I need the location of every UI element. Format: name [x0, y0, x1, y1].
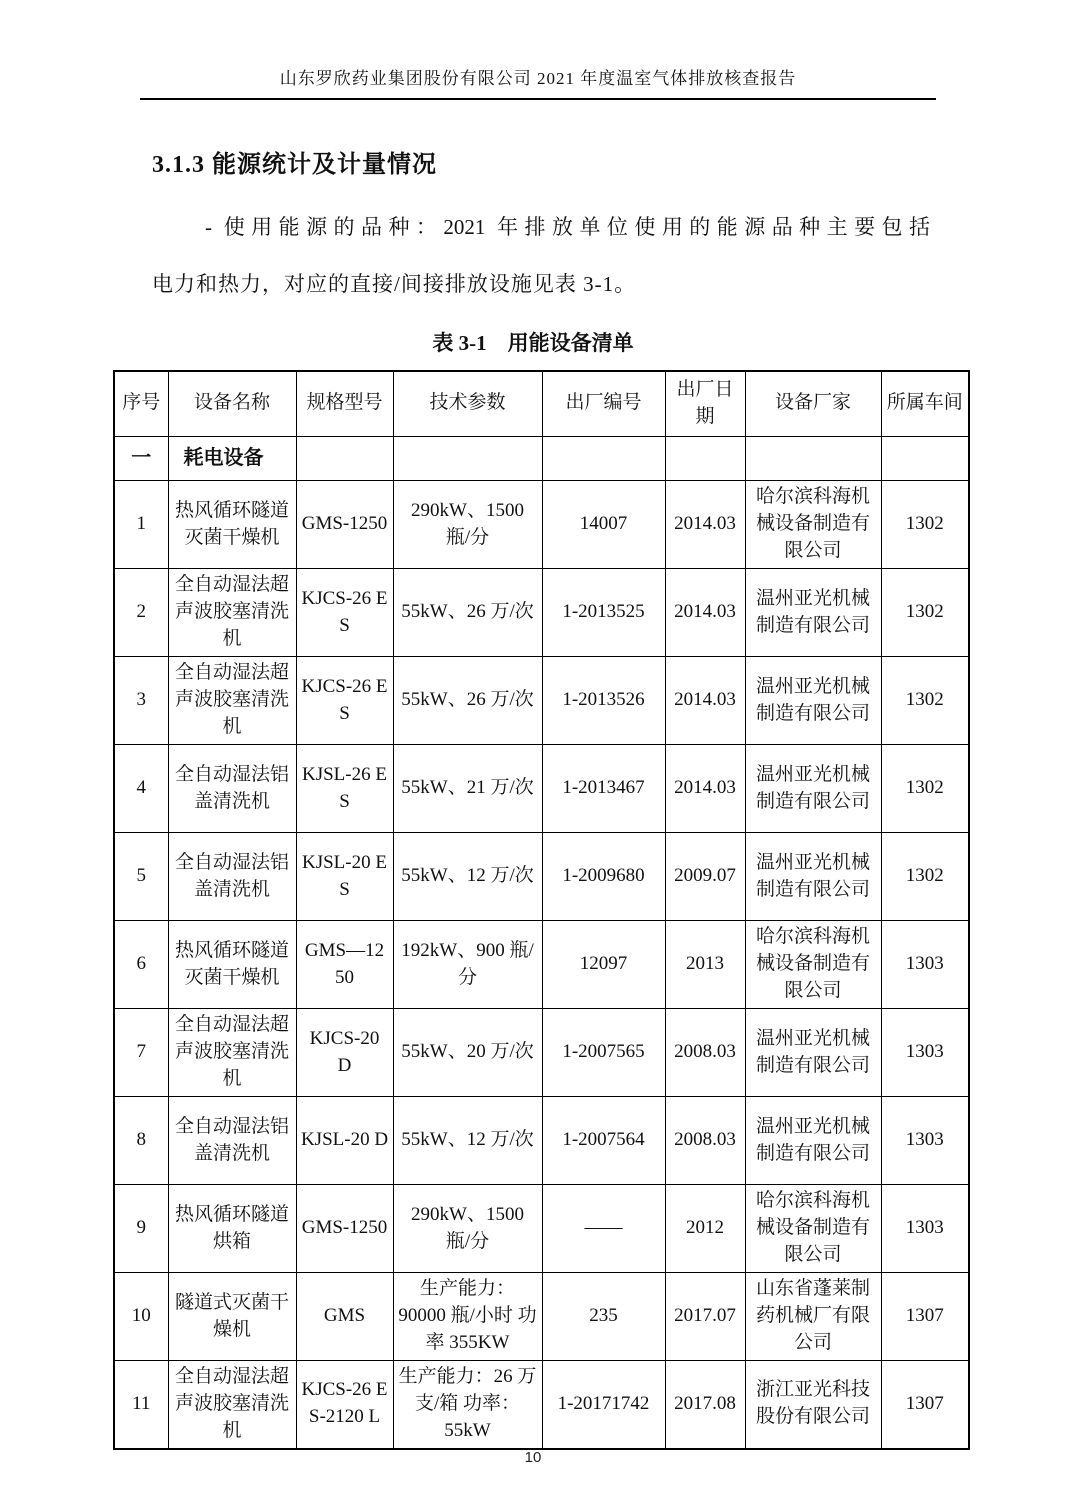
cell-serial: 14007: [542, 481, 665, 569]
running-header: [140, 64, 936, 100]
cell-workshop: 1307: [881, 1273, 969, 1361]
empty-cell: [881, 437, 969, 481]
cell-serial: 1-2009680: [542, 833, 665, 921]
table-row: [114, 481, 969, 569]
cell-date: 2012: [665, 1185, 745, 1273]
cell-workshop: 1303: [881, 1009, 969, 1097]
cell-index: 7: [114, 1009, 168, 1097]
table-row: [114, 833, 969, 921]
cell-tech-params: 55kW、26 万/次: [393, 569, 542, 657]
cell-manufacturer: 哈尔滨科海机械设备制造有限公司: [745, 481, 881, 569]
cell-workshop: 1303: [881, 1097, 969, 1185]
cell-tech-params: 290kW、1500 瓶/分: [393, 481, 542, 569]
cell-manufacturer: 哈尔滨科海机械设备制造有限公司: [745, 921, 881, 1009]
cell-device-name: 全自动湿法铝盖清洗机: [168, 745, 296, 833]
cell-date: 2013: [665, 921, 745, 1009]
cell-tech-params: 55kW、12 万/次: [393, 833, 542, 921]
header-cell-workshop: 所属车间: [881, 371, 969, 437]
cell-date: 2014.03: [665, 481, 745, 569]
cell-device-name: 热风循环隧道烘箱: [168, 1185, 296, 1273]
cell-manufacturer: 温州亚光机械制造有限公司: [745, 745, 881, 833]
table-row: [114, 921, 969, 1009]
cell-model: KJCS-26 ES-2120 L: [296, 1361, 393, 1449]
table-row: [114, 745, 969, 833]
header-cell-date: 出厂日期: [665, 371, 745, 437]
cell-serial: ——: [542, 1185, 665, 1273]
cell-tech-params: 55kW、26 万/次: [393, 657, 542, 745]
cell-workshop: 1303: [881, 921, 969, 1009]
cell-serial: 1-2013526: [542, 657, 665, 745]
empty-cell: [745, 437, 881, 481]
cell-date: 2008.03: [665, 1009, 745, 1097]
cell-manufacturer: 温州亚光机械制造有限公司: [745, 1009, 881, 1097]
header-cell-index: 序号: [114, 371, 168, 437]
table-row: [114, 1273, 969, 1361]
equipment-table: [113, 370, 970, 1450]
cell-device-name: 全自动湿法铝盖清洗机: [168, 833, 296, 921]
cell-date: 2017.07: [665, 1273, 745, 1361]
cell-index: 1: [114, 481, 168, 569]
cell-workshop: 1302: [881, 481, 969, 569]
empty-cell: [665, 437, 745, 481]
cell-device-name: 热风循环隧道灭菌干燥机: [168, 921, 296, 1009]
table-header-row: [114, 371, 969, 437]
cell-index: 5: [114, 833, 168, 921]
cell-workshop: 1302: [881, 657, 969, 745]
cell-manufacturer: 山东省蓬莱制药机械厂有限公司: [745, 1273, 881, 1361]
paragraph-line-1: - 使用能源的品种：2021 年排放单位使用的能源品种主要包括: [205, 215, 930, 239]
section-row-number: 一: [114, 437, 168, 481]
cell-index: 10: [114, 1273, 168, 1361]
cell-model: GMS-1250: [296, 481, 393, 569]
cell-date: 2009.07: [665, 833, 745, 921]
page-number: 10: [524, 1449, 542, 1466]
cell-device-name: 全自动湿法超声波胶塞清洗机: [168, 1361, 296, 1449]
cell-device-name: 全自动湿法超声波胶塞清洗机: [168, 657, 296, 745]
cell-model: KJSL-20 ES: [296, 833, 393, 921]
cell-model: GMS—1250: [296, 921, 393, 1009]
cell-tech-params: 55kW、12 万/次: [393, 1097, 542, 1185]
cell-device-name: 热风循环隧道灭菌干燥机: [168, 481, 296, 569]
cell-index: 3: [114, 657, 168, 745]
cell-tech-params: 生产能力：26 万支/箱 功率：55kW: [393, 1361, 542, 1449]
cell-device-name: 全自动湿法铝盖清洗机: [168, 1097, 296, 1185]
cell-workshop: 1302: [881, 833, 969, 921]
section-row-electric-equipment: [114, 437, 969, 481]
cell-index: 2: [114, 569, 168, 657]
body-paragraph: [152, 213, 930, 299]
cell-tech-params: 290kW、1500 瓶/分: [393, 1185, 542, 1273]
empty-cell: [393, 437, 542, 481]
cell-date: 2008.03: [665, 1097, 745, 1185]
cell-index: 11: [114, 1361, 168, 1449]
cell-date: 2017.08: [665, 1361, 745, 1449]
cell-serial: 1-2013525: [542, 569, 665, 657]
cell-model: KJCS-20 D: [296, 1009, 393, 1097]
cell-tech-params: 生产能力：90000 瓶/小时 功率 355KW: [393, 1273, 542, 1361]
cell-model: KJSL-26 ES: [296, 745, 393, 833]
cell-tech-params: 192kW、900 瓶/分: [393, 921, 542, 1009]
cell-serial: 12097: [542, 921, 665, 1009]
cell-workshop: 1303: [881, 1185, 969, 1273]
section-row-label: 耗电设备: [168, 437, 296, 481]
table-row: [114, 1185, 969, 1273]
cell-index: 8: [114, 1097, 168, 1185]
header-cell-serial: 出厂编号: [542, 371, 665, 437]
cell-tech-params: 55kW、21 万/次: [393, 745, 542, 833]
cell-model: KJCS-26 ES: [296, 569, 393, 657]
cell-tech-params: 55kW、20 万/次: [393, 1009, 542, 1097]
cell-index: 4: [114, 745, 168, 833]
section-heading: 3.1.3 能源统计及计量情况: [152, 152, 437, 178]
table-body: [114, 437, 969, 1449]
table-title: 表 3-1 用能设备清单: [432, 330, 634, 355]
cell-model: KJCS-26 ES: [296, 657, 393, 745]
empty-cell: [542, 437, 665, 481]
cell-workshop: 1302: [881, 745, 969, 833]
cell-manufacturer: 温州亚光机械制造有限公司: [745, 569, 881, 657]
cell-workshop: 1307: [881, 1361, 969, 1449]
cell-serial: 1-2013467: [542, 745, 665, 833]
cell-model: KJSL-20 D: [296, 1097, 393, 1185]
cell-manufacturer: 温州亚光机械制造有限公司: [745, 833, 881, 921]
empty-cell: [296, 437, 393, 481]
header-cell-tech-params: 技术参数: [393, 371, 542, 437]
cell-manufacturer: 浙江亚光科技股份有限公司: [745, 1361, 881, 1449]
table-row: [114, 1361, 969, 1449]
cell-manufacturer: 哈尔滨科海机械设备制造有限公司: [745, 1185, 881, 1273]
cell-device-name: 全自动湿法超声波胶塞清洗机: [168, 1009, 296, 1097]
cell-model: GMS: [296, 1273, 393, 1361]
cell-manufacturer: 温州亚光机械制造有限公司: [745, 1097, 881, 1185]
running-header-text: 山东罗欣药业集团股份有限公司 2021 年度温室气体排放核查报告: [279, 69, 797, 88]
header-cell-device-name: 设备名称: [168, 371, 296, 437]
cell-serial: 235: [542, 1273, 665, 1361]
header-cell-manufacturer: 设备厂家: [745, 371, 881, 437]
header-cell-model: 规格型号: [296, 371, 393, 437]
cell-serial: 1-2007565: [542, 1009, 665, 1097]
table-row: [114, 657, 969, 745]
cell-manufacturer: 温州亚光机械制造有限公司: [745, 657, 881, 745]
table-row: [114, 1097, 969, 1185]
paragraph-line-2: 电力和热力，对应的直接/间接排放设施见表 3-1。: [152, 272, 637, 297]
cell-device-name: 全自动湿法超声波胶塞清洗机: [168, 569, 296, 657]
cell-index: 9: [114, 1185, 168, 1273]
cell-device-name: 隧道式灭菌干燥机: [168, 1273, 296, 1361]
cell-model: GMS-1250: [296, 1185, 393, 1273]
cell-workshop: 1302: [881, 569, 969, 657]
table-row: [114, 1009, 969, 1097]
cell-date: 2014.03: [665, 657, 745, 745]
cell-serial: 1-2007564: [542, 1097, 665, 1185]
table-row: [114, 569, 969, 657]
cell-serial: 1-20171742: [542, 1361, 665, 1449]
cell-date: 2014.03: [665, 745, 745, 833]
cell-date: 2014.03: [665, 569, 745, 657]
cell-index: 6: [114, 921, 168, 1009]
